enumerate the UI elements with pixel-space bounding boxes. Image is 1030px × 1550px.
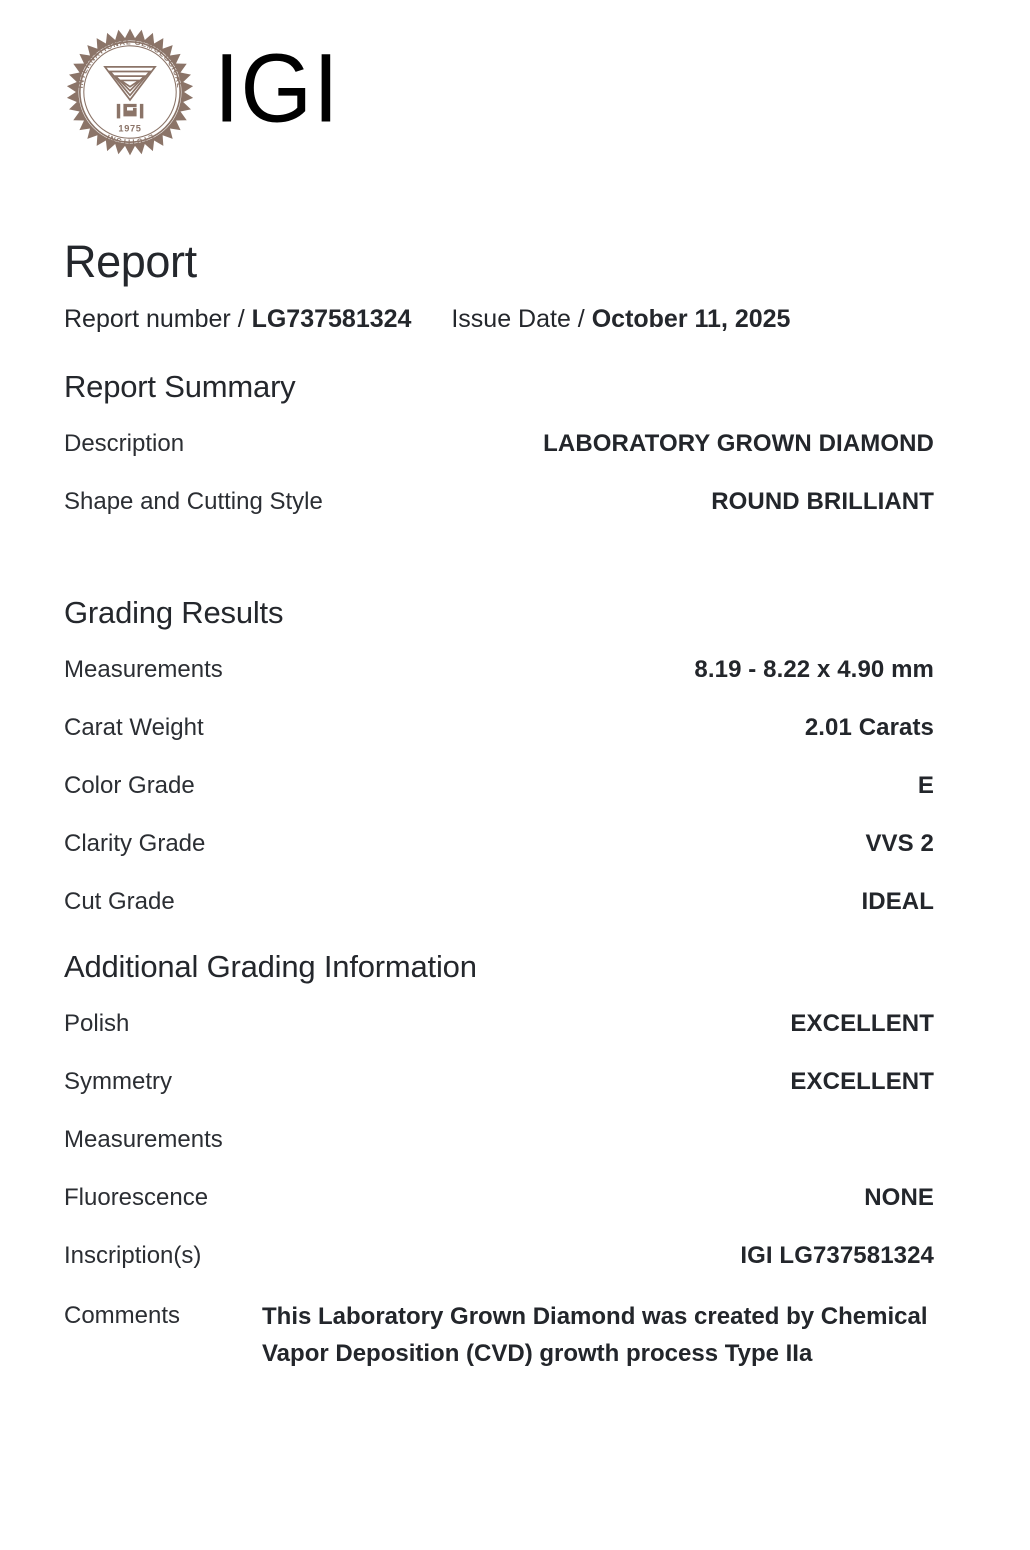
- table-row-comments: [64, 1298, 934, 1372]
- row-label-inscriptions: Inscription(s): [64, 1242, 202, 1269]
- row-label-polish: Polish: [64, 1010, 130, 1037]
- table-row: [64, 828, 934, 862]
- table-row: [64, 770, 934, 804]
- row-value-carat-weight: 2.01 Carats: [804, 714, 934, 741]
- section-spacer: [64, 520, 934, 594]
- row-label-fluorescence: Fluorescence: [64, 1184, 209, 1211]
- row-value-fluorescence: NONE: [864, 1184, 934, 1211]
- svg-text:1975: 1975: [118, 123, 142, 134]
- table-row: [64, 1240, 934, 1274]
- report-content: [64, 236, 934, 1372]
- igi-wordmark: IGI: [214, 34, 340, 143]
- row-label-comments: Comments: [64, 1302, 181, 1329]
- report-number-value: LG737581324: [251, 305, 412, 333]
- section-spacer: [64, 920, 934, 948]
- svg-text:INTERNATIONAL GEMOLOGICAL: INTERNATIONAL GEMOLOGICAL: [75, 37, 185, 89]
- additional-grading-rows: [64, 1008, 934, 1372]
- row-value-inscriptions: IGI LG737581324: [740, 1242, 934, 1269]
- row-label-carat-weight: Carat Weight: [64, 714, 204, 741]
- issue-date-label: Issue Date /: [451, 305, 585, 333]
- row-value-measurements: 8.19 - 8.22 x 4.90 mm: [694, 656, 934, 683]
- section-title-additional-grading-information: Additional Grading Information: [64, 949, 477, 984]
- table-row: [64, 886, 934, 920]
- row-label-symmetry: Symmetry: [64, 1068, 172, 1095]
- table-row: [64, 654, 934, 688]
- report-number-label: Report number /: [64, 305, 245, 333]
- igi-seal-logo-icon: [64, 26, 196, 158]
- row-value-symmetry: EXCELLENT: [790, 1068, 934, 1095]
- svg-text:ETUTITSNI: ETUTITSNI: [104, 132, 156, 147]
- row-label-shape-and-cutting-style: Shape and Cutting Style: [64, 488, 323, 515]
- report-meta: [64, 304, 934, 334]
- row-value-description: LABORATORY GROWN DIAMOND: [543, 430, 934, 457]
- row-label-measurements: Measurements: [64, 656, 223, 683]
- report-summary-rows: [64, 428, 934, 520]
- issue-date-value: October 11, 2025: [591, 305, 791, 333]
- table-row: [64, 1182, 934, 1216]
- row-label-color-grade: Color Grade: [64, 772, 195, 799]
- section-title-grading-results: Grading Results: [64, 595, 284, 630]
- row-value-comments: This Laboratory Grown Diamond was created by Chemical Vapor Deposition (CVD) growth process Type IIa: [262, 1303, 928, 1367]
- report-header: [64, 26, 340, 158]
- table-row: [64, 486, 934, 520]
- row-label-measurements-additional: Measurements: [64, 1126, 223, 1153]
- row-value-clarity-grade: VVS 2: [865, 830, 934, 857]
- row-value-polish: EXCELLENT: [790, 1010, 934, 1037]
- row-label-cut-grade: Cut Grade: [64, 888, 175, 915]
- row-value-color-grade: E: [917, 772, 934, 799]
- table-row: [64, 1066, 934, 1100]
- page-title: Report: [64, 236, 197, 287]
- row-label-clarity-grade: Clarity Grade: [64, 830, 206, 857]
- row-value-cut-grade: IDEAL: [861, 888, 934, 915]
- section-title-report-summary: Report Summary: [64, 369, 296, 404]
- row-value-shape-and-cutting-style: ROUND BRILLIANT: [711, 488, 934, 515]
- table-row: [64, 1008, 934, 1042]
- table-row: [64, 428, 934, 462]
- table-row: [64, 1124, 934, 1158]
- row-label-description: Description: [64, 430, 185, 457]
- grading-results-rows: [64, 654, 934, 920]
- table-row: [64, 712, 934, 746]
